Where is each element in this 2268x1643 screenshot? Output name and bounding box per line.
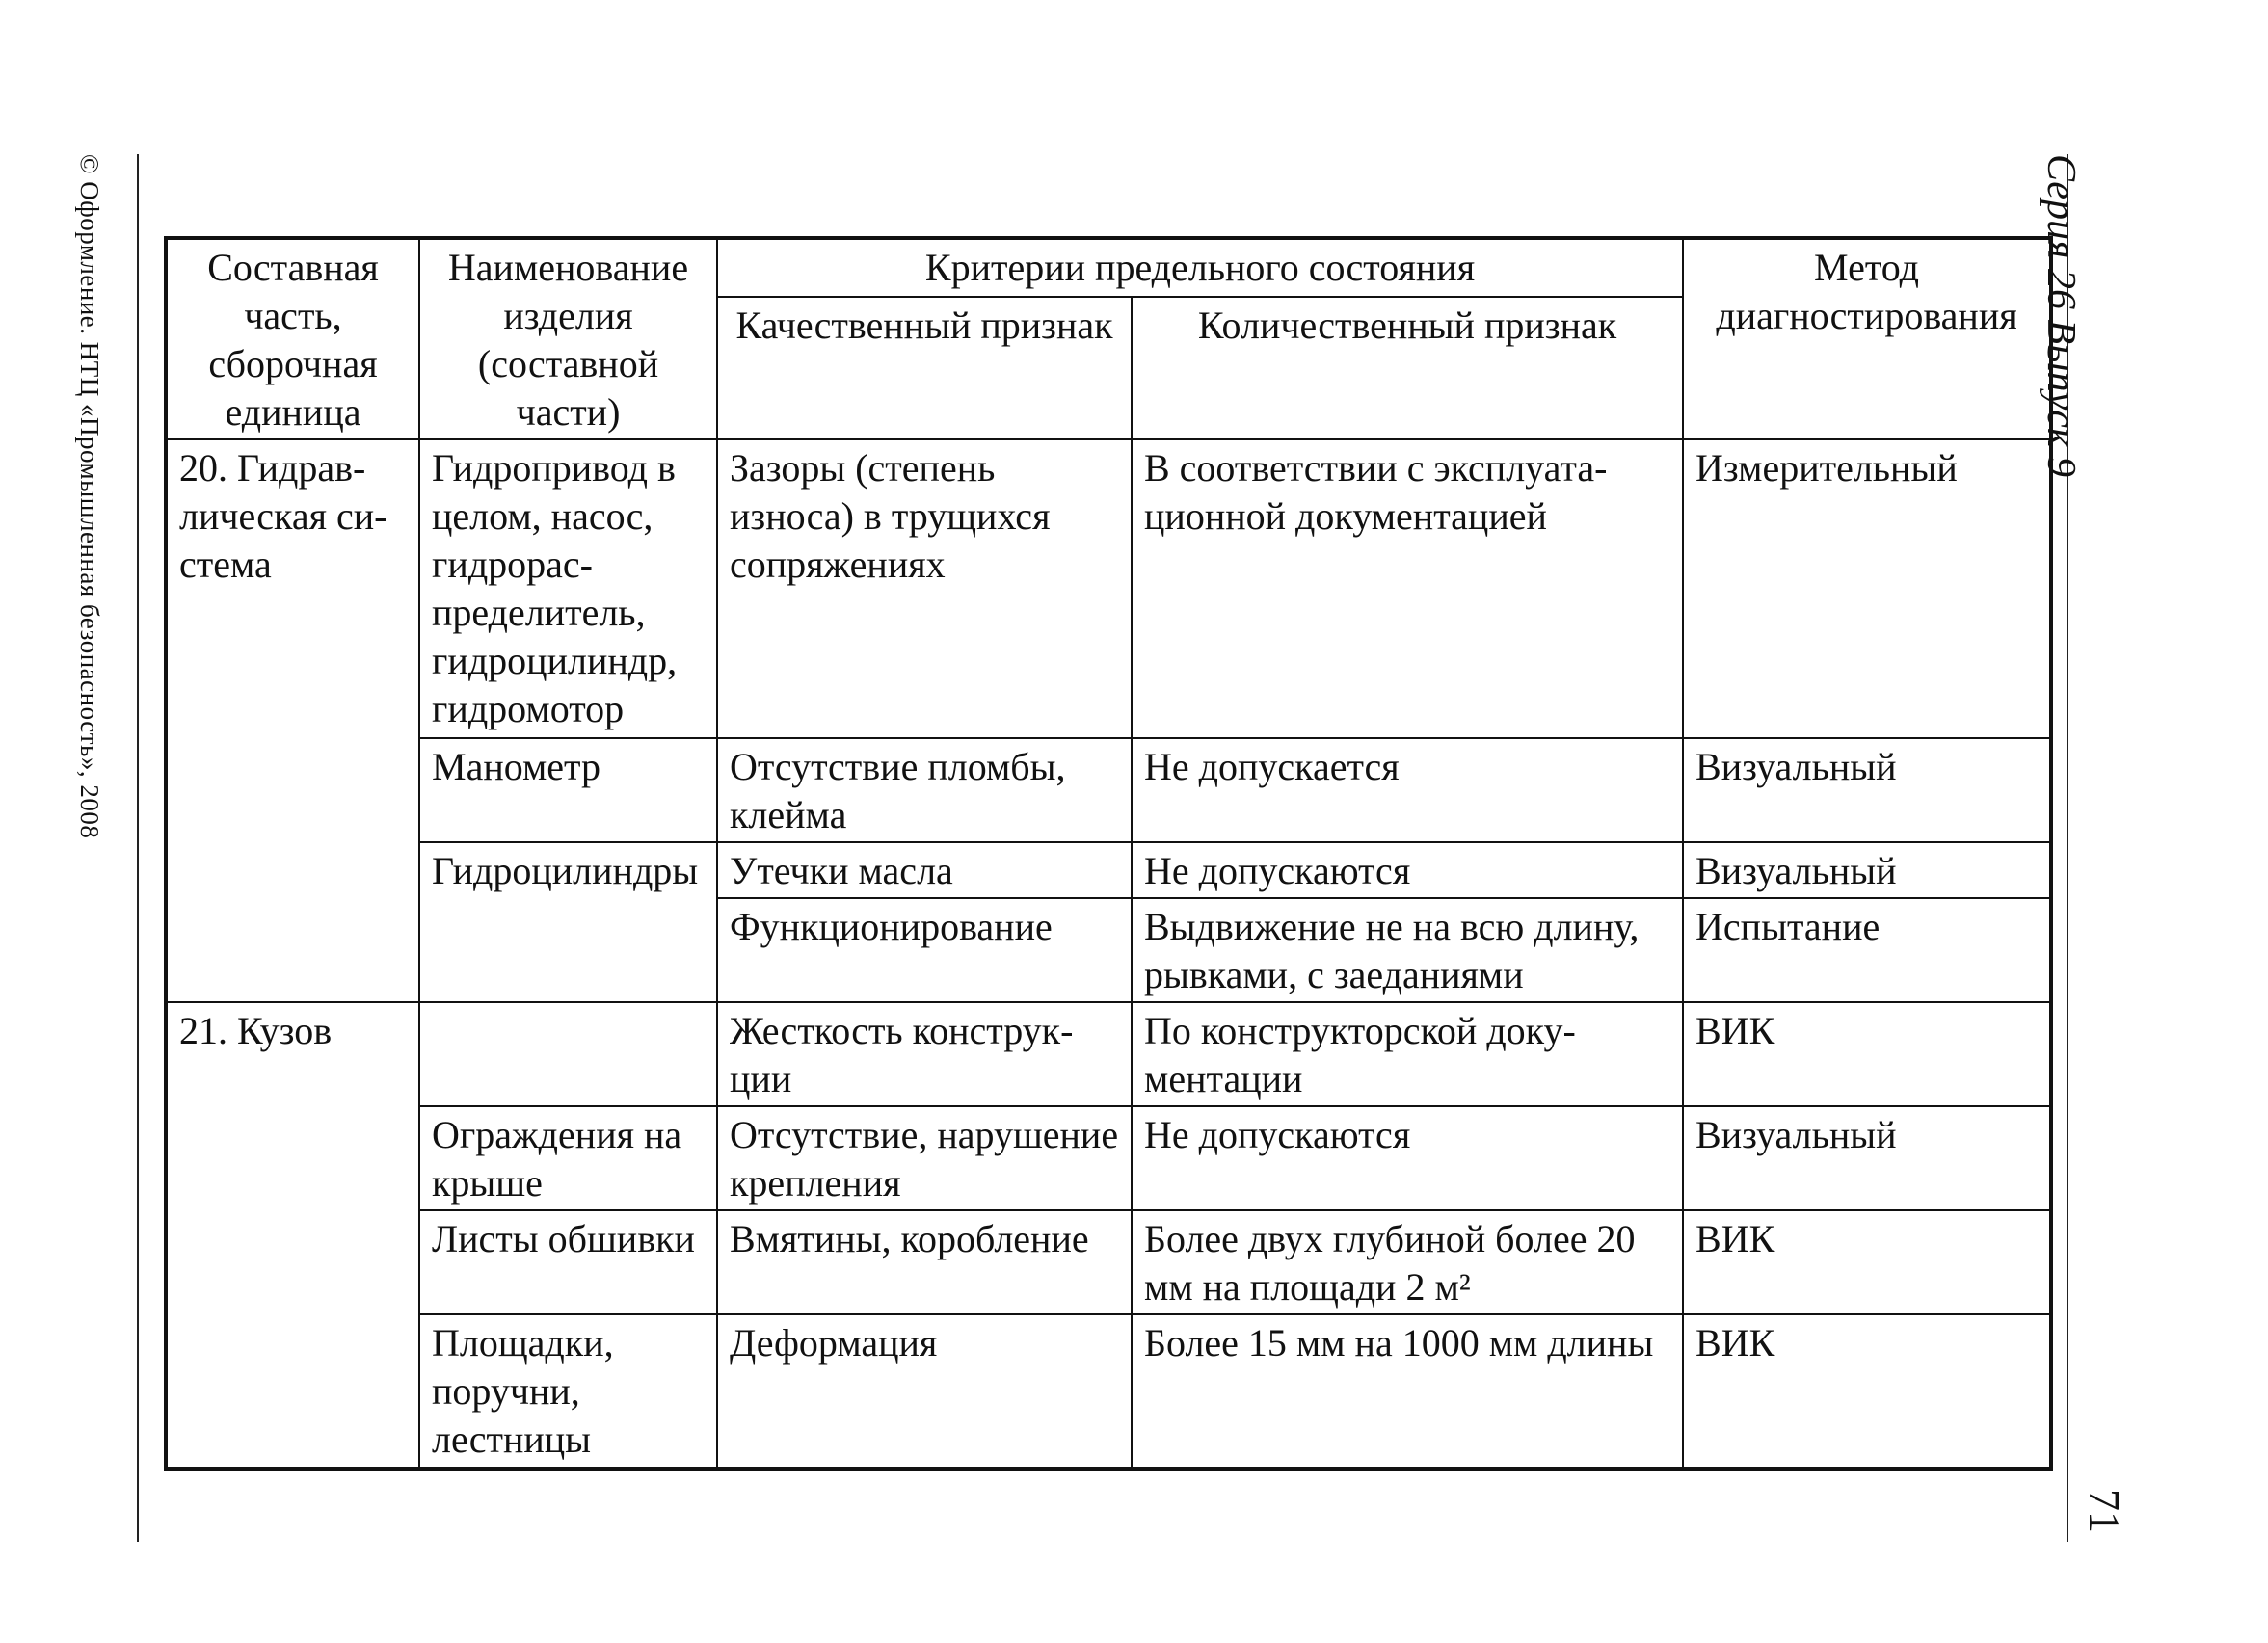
method-cell: Визуальный <box>1683 1106 2051 1210</box>
quantitative-cell: Не допускаются <box>1132 1106 1683 1210</box>
copyright-note: © Оформление. НТЦ «Промышленная безопасность», 2008 <box>75 154 104 839</box>
item-cell <box>419 1002 717 1106</box>
header-component: Составная часть, сборочная единица <box>166 238 419 439</box>
method-cell: Визуальный <box>1683 842 2051 898</box>
qualitative-cell: Отсутствие пломбы, клейма <box>717 738 1132 842</box>
quantitative-cell: Не допускаются <box>1132 842 1683 898</box>
table-row <box>166 842 2051 898</box>
qualitative-cell: Жесткость конструкции <box>717 1002 1132 1106</box>
item-cell: Гидропривод в целом, насос, гидрораспределитель, гидроцилиндр, гидромотор <box>419 439 717 738</box>
quantitative-cell: Более двух глубиной более 20 мм на площади 2 м² <box>1132 1210 1683 1314</box>
component-cell: 20. Гидравлическая система <box>166 439 419 1002</box>
quantitative-cell: Более 15 мм на 1000 мм длины <box>1132 1314 1683 1469</box>
header-item-name: Наименование изделия (составной части) <box>419 238 717 439</box>
header-row <box>166 238 2051 297</box>
method-cell: ВИК <box>1683 1210 2051 1314</box>
quantitative-cell: По конструкторской документации <box>1132 1002 1683 1106</box>
quantitative-cell: В соответствии с эксплуатационной документацией <box>1132 439 1683 738</box>
qualitative-cell: Утечки масла <box>717 842 1132 898</box>
table-row <box>166 1002 2051 1106</box>
qualitative-cell: Вмятины, коробление <box>717 1210 1132 1314</box>
header-method: Метод диагностирования <box>1683 238 2051 439</box>
page-number: 71 <box>2080 1489 2129 1533</box>
method-cell: Визуальный <box>1683 738 2051 842</box>
table-row <box>166 1210 2051 1314</box>
qualitative-cell: Деформация <box>717 1314 1132 1469</box>
header-qualitative: Качественный признак <box>717 297 1132 439</box>
method-cell: Испытание <box>1683 898 2051 1002</box>
item-cell: Гидроцилиндры <box>419 842 717 1002</box>
item-cell: Манометр <box>419 738 717 842</box>
item-cell: Ограждения на крыше <box>419 1106 717 1210</box>
table-row <box>166 439 2051 738</box>
qualitative-cell: Функционирование <box>717 898 1132 1002</box>
item-cell: Площадки, поручни, лестницы <box>419 1314 717 1469</box>
item-cell: Листы обшивки <box>419 1210 717 1314</box>
limit-state-table <box>164 236 2053 1471</box>
header-criteria: Критерии предельного состояния <box>717 238 1683 297</box>
table-row <box>166 738 2051 842</box>
quantitative-cell: Не допускается <box>1132 738 1683 842</box>
qualitative-cell: Зазоры (степень износа) в трущихся сопряжениях <box>717 439 1132 738</box>
method-cell: ВИК <box>1683 1314 2051 1469</box>
table-row <box>166 1106 2051 1210</box>
left-margin-line <box>137 154 139 1542</box>
series-label: Серия 26 Выпуск 9 <box>2039 154 2083 477</box>
qualitative-cell: Отсутствие, нарушение крепления <box>717 1106 1132 1210</box>
header-quantitative: Количественный признак <box>1132 297 1683 439</box>
component-cell: 21. Кузов <box>166 1002 419 1469</box>
method-cell: Измерительный <box>1683 439 2051 738</box>
quantitative-cell: Выдвижение не на всю длину, рывками, с заеданиями <box>1132 898 1683 1002</box>
method-cell: ВИК <box>1683 1002 2051 1106</box>
table-row <box>166 1314 2051 1469</box>
